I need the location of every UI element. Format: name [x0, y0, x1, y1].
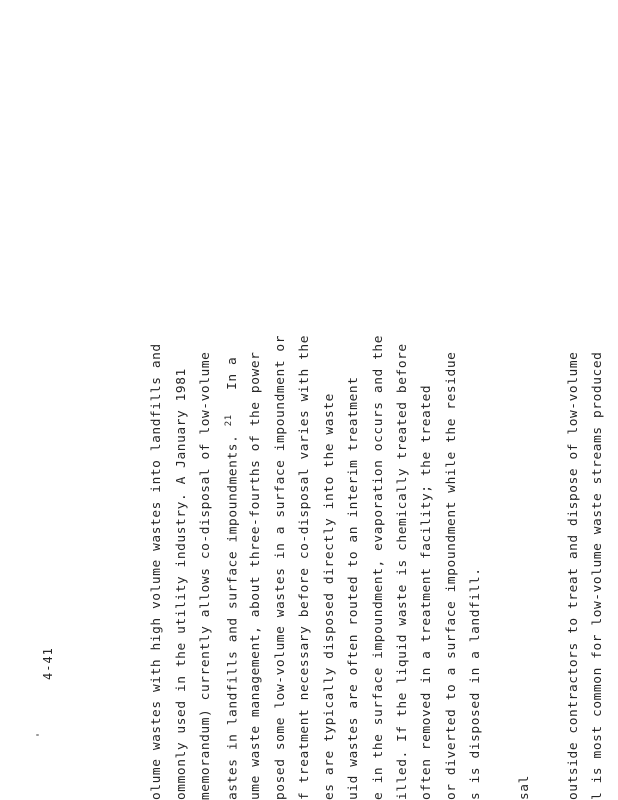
text-line: posed some low-volume wastes in a surface impoundment or: [273, 334, 288, 800]
text-line-segment: astes in landfills and surface impoundments.: [225, 434, 241, 800]
text-line: often removed in a treatment facility; the treated: [419, 384, 434, 800]
text-line: memorandum) currently allows co-disposal of low-volume: [198, 351, 213, 800]
text-line: ume waste management, about three-fourths of the power: [248, 351, 263, 800]
text-line: uid wastes are often routed to an interim treatment: [346, 376, 361, 800]
text-line: l is most common for low-volume waste streams produced: [590, 351, 605, 800]
section-heading-fragment: sal: [517, 775, 532, 800]
text-line: or diverted to a surface impoundment while the residue: [444, 351, 459, 800]
page-number: 4-41: [41, 647, 55, 680]
text-line: illed. If the liquid waste is chemically treated before: [395, 343, 410, 800]
text-line: es are typically disposed directly into the waste: [322, 393, 337, 800]
text-line: e in the surface impoundment, evaporation occurs and the: [371, 334, 386, 800]
text-line: ommonly used in the utility industry. A January 1981: [174, 368, 189, 800]
text-line-with-footnote: [225, 357, 240, 800]
scan-speck: [36, 734, 39, 736]
text-line-segment: In a: [225, 356, 241, 390]
text-line: olume wastes with high volume wastes into landfills and: [149, 343, 164, 800]
text-line: f treatment necessary before co-disposal varies with the: [297, 334, 312, 800]
text-line: s is disposed in a landfill.: [468, 567, 483, 800]
text-line: outside contractors to treat and dispose of low-volume: [566, 351, 581, 800]
footnote-marker: 21: [224, 414, 234, 427]
